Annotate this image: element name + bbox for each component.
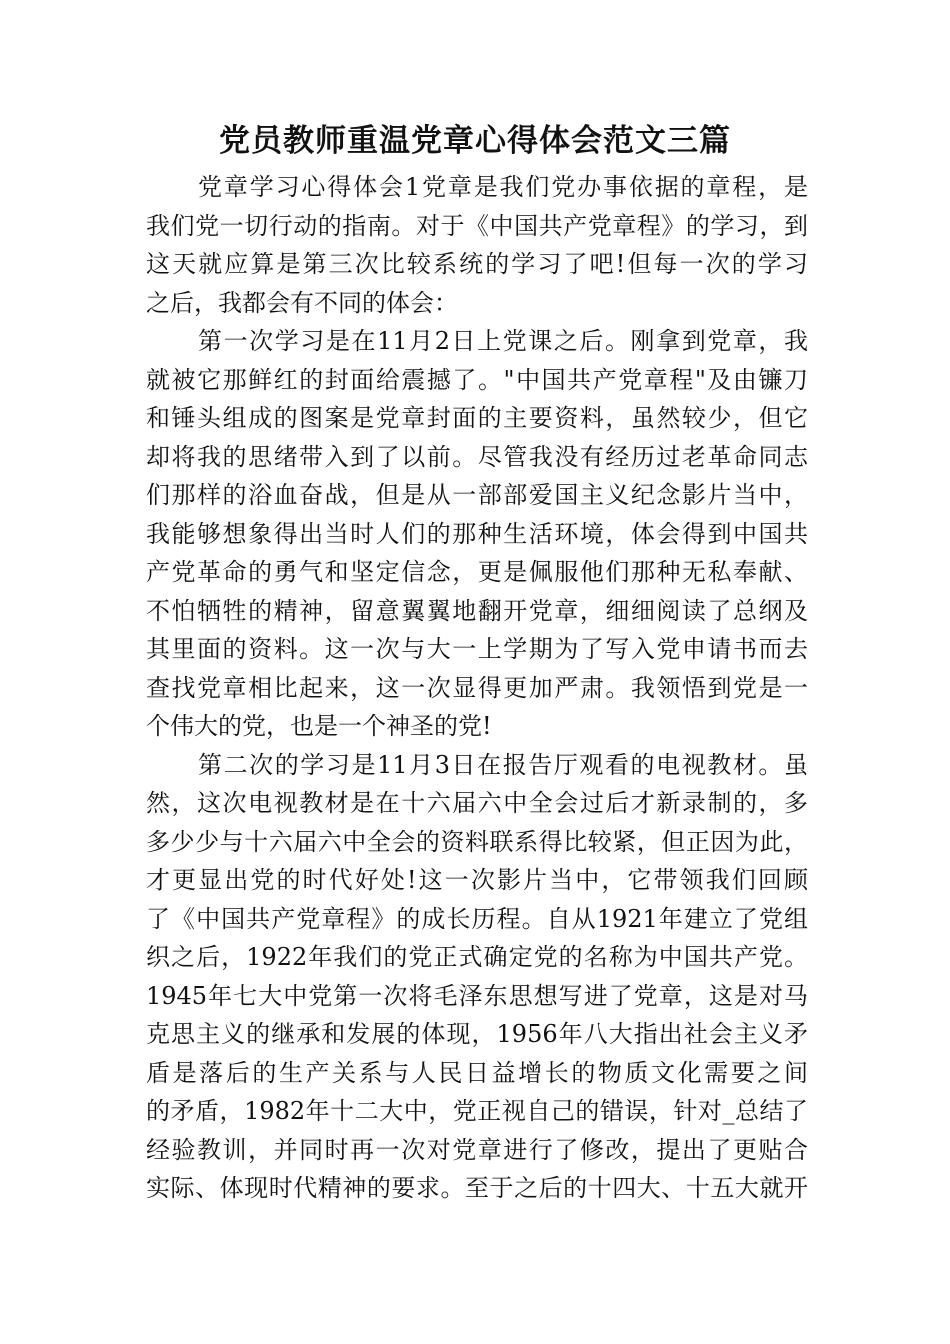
text-line: 党章学习心得体会1党章是我们党办事依据的章程，是 — [198, 173, 808, 201]
text-line: 之后，我都会有不同的体会： — [146, 288, 458, 317]
text-line: 产党革命的勇气和坚定信念，更是佩服他们那种无私奉献、 — [146, 558, 808, 586]
text-line: 却将我的思绪带入到了以前。尽管我没有经历过老革命同志 — [146, 442, 808, 471]
text-line: 们那样的浴血奋战，但是从一部部爱国主义纪念影片当中， — [146, 481, 808, 509]
text-line: 第二次的学习是11月3日在报告厅观看的电视教材。虽 — [198, 750, 808, 779]
text-line: 其里面的资料。这一次与大一上学期为了写入党申请书而去 — [146, 635, 808, 663]
text-line: 我能够想象得出当时人们的那种生活环境，体会得到中国共 — [146, 519, 808, 548]
text-line: 查找党章相比起来，这一次显得更加严肃。我领悟到党是一 — [146, 673, 808, 702]
text-line: 多少少与十六届六中全会的资料联系得比较紧，但正因为此， — [146, 827, 808, 856]
text-line: 和锤头组成的图案是党章封面的主要资料，虽然较少，但它 — [146, 404, 808, 432]
text-line: 不怕牺牲的精神，留意翼翼地翻开党章，细细阅读了总纲及 — [146, 596, 808, 625]
page-title: 党员教师重温党章心得体会范文三篇 — [219, 123, 731, 159]
text-line: 盾是落后的生产关系与人民日益增长的物质文化需要之间 — [146, 1058, 808, 1087]
text-line: 才更显出党的时代好处!这一次影片当中，它带领我们回顾 — [146, 866, 808, 894]
text-line: 织之后，1922年我们的党正式确定党的名称为中国共产党。 — [146, 943, 808, 971]
text-line: 克思主义的继承和发展的体现，1956年八大指出社会主义矛 — [146, 1020, 808, 1048]
text-line: 个伟大的党，也是一个神圣的党! — [146, 712, 492, 740]
text-line: 然，这次电视教材是在十六届六中全会过后才新录制的，多 — [146, 789, 808, 817]
text-line: 经验教训，并同时再一次对党章进行了修改，提出了更贴合 — [146, 1135, 808, 1164]
text-line: 的矛盾，1982年十二大中，党正视自己的错误，针对_总结了 — [146, 1097, 808, 1125]
text-line: 实际、体现时代精神的要求。至于之后的十四大、十五大就开 — [146, 1174, 808, 1202]
text-line: 第一次学习是在11月2日上党课之后。刚拿到党章，我 — [198, 327, 808, 355]
text-line: 我们党一切行动的指南。对于《中国共产党章程》的学习，到 — [146, 211, 808, 240]
text-line: 1945年七大中党第一次将毛泽东思想写进了党章，这是对马 — [146, 981, 808, 1010]
document-body — [146, 168, 808, 1208]
text-line: 这天就应算是第三次比较系统的学习了吧!但每一次的学习 — [146, 250, 808, 278]
text-line: 了《中国共产党章程》的成长历程。自从1921年建立了党组 — [146, 904, 808, 933]
text-line: 就被它那鲜红的封面给震撼了。"中国共产党章程"及由镰刀 — [146, 365, 808, 394]
